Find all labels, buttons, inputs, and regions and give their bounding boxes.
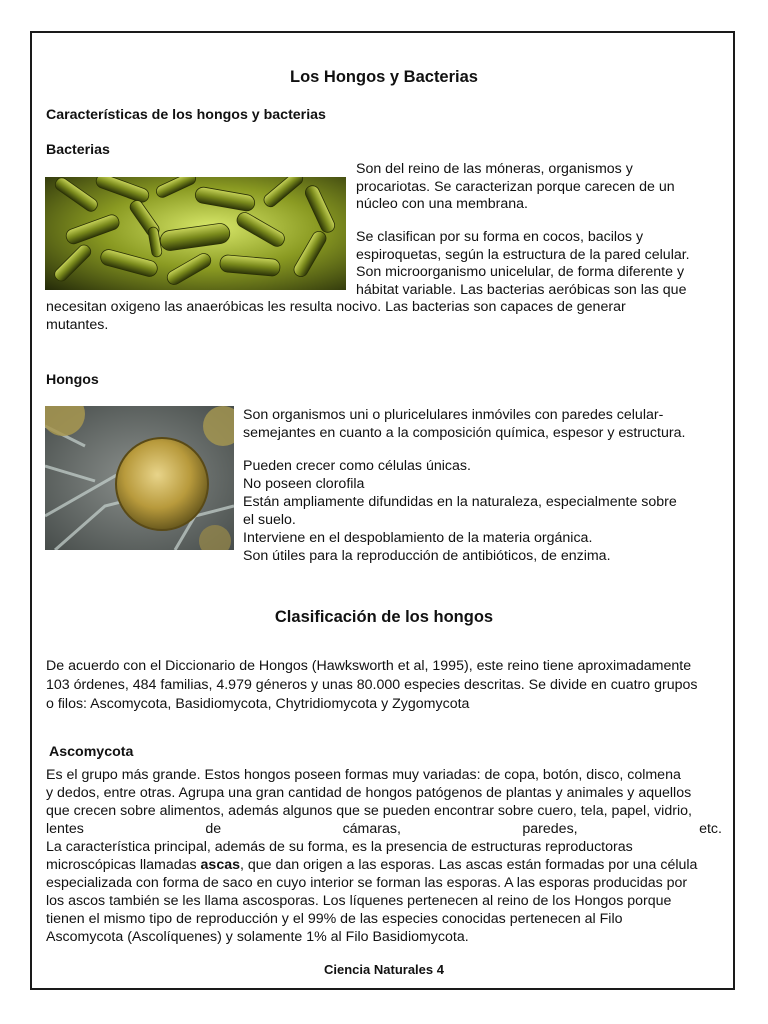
hongos-line-5: Están ampliamente difundidas en la naturaleza, especialmente sobre bbox=[243, 494, 677, 510]
ascomycota-line-6 bbox=[46, 857, 697, 875]
bacterias-heading: Bacterias bbox=[46, 142, 110, 158]
clasificacion-line-1: De acuerdo con el Diccionario de Hongos (Hawksworth et al, 1995), este reino tiene aproximadamente bbox=[46, 658, 692, 674]
ascomycota-line-9: tienen el mismo tipo de reproducción y el 99% de las especies conocidas pertenecen al Filo bbox=[46, 911, 623, 927]
bacterias-line-6: Son microorganismo unicelular, de forma diferente y bbox=[356, 264, 685, 280]
bacterias-line-5: espiroquetas, según la estructura de la pared celular. bbox=[356, 246, 690, 263]
bacterias-line-7: hábitat variable. Las bacterias aeróbicas son las que bbox=[356, 281, 687, 298]
hongos-line-4: No poseen clorofila bbox=[243, 476, 365, 492]
ascomycota-heading: Ascomycota bbox=[49, 744, 134, 760]
ascomycota-line-3: que crecen sobre alimentos, además algunos que se pueden encontrar sobre cuero, tela, papel, vidrio, bbox=[46, 803, 692, 819]
hongos-line-6: el suelo. bbox=[243, 512, 296, 528]
ascomycota-line-7: especializada con forma de saco en cuyo interior se forman las esporas. A las esporas producidas por bbox=[46, 875, 688, 891]
ascomycota-line-4 bbox=[46, 821, 722, 839]
ascomycota-line-2: y dedos, entre otras. Agrupa una gran cantidad de hongos patógenos de plantas y animales y aquellos bbox=[46, 785, 692, 801]
hongos-line-2: semejantes en cuanto a la composición química, espesor y estructura. bbox=[243, 425, 686, 441]
subtitle: Características de los hongos y bacterias bbox=[46, 107, 326, 123]
word-lentes: lentes bbox=[46, 821, 84, 837]
clasificacion-line-3: o filos: Ascomycota, Basidiomycota, Chytridiomycota y Zygomycota bbox=[46, 696, 470, 712]
hongos-line-1: Son organismos uni o pluricelulares inmóviles con paredes celular- bbox=[243, 407, 664, 423]
word-de: de bbox=[205, 821, 222, 837]
bacteria-photo bbox=[45, 177, 346, 290]
fungus-photo bbox=[45, 406, 234, 550]
line6-post: , que dan origen a las esporas. Las ascas están formadas por una célula bbox=[240, 857, 698, 873]
hongos-line-8: Son útiles para la reproducción de antibióticos, de enzima. bbox=[243, 548, 611, 564]
word-paredes: paredes, bbox=[522, 821, 578, 837]
word-camaras: cámaras, bbox=[342, 821, 401, 837]
clasificacion-heading: Clasificación de los hongos bbox=[274, 608, 494, 626]
ascomycota-line-5: La característica principal, además de su forma, es la presencia de estructuras reproductoras bbox=[46, 839, 633, 855]
bacterias-line-2: procariotas. Se caracterizan porque carecen de un bbox=[356, 178, 675, 195]
word-etc: etc. bbox=[699, 821, 722, 837]
ascomycota-line-1: Es el grupo más grande. Estos hongos poseen formas muy variadas: de copa, botón, disco, colmena bbox=[46, 767, 681, 783]
line6-pre: microscópicas llamadas bbox=[46, 857, 201, 873]
ascas-bold: ascas bbox=[200, 857, 240, 873]
bacterias-line-4: Se clasifican por su forma en cocos, bacilos y bbox=[356, 229, 644, 245]
hongos-line-7: Interviene en el despoblamiento de la materia orgánica. bbox=[243, 530, 593, 546]
page-title: Los Hongos y Bacterias bbox=[290, 68, 478, 86]
clasificacion-line-2: 103 órdenes, 484 familias, 4.979 géneros y unas 80.000 especies descritas. Se divide en cuatro grupos bbox=[46, 677, 698, 693]
bacterias-line-8: necesitan oxigeno las anaeróbicas les resulta nocivo. Las bacterias son capaces de generar bbox=[46, 299, 626, 315]
footer-text: Ciencia Naturales 4 bbox=[324, 962, 444, 977]
bacterias-line-1: Son del reino de las móneras, organismos y bbox=[356, 161, 633, 177]
bacterias-line-9: mutantes. bbox=[46, 316, 109, 333]
ascomycota-line-10: Ascomycota (Ascolíquenes) y solamente 1% al Filo Basidiomycota. bbox=[46, 929, 469, 945]
hongos-heading: Hongos bbox=[46, 372, 99, 388]
ascomycota-line-8: los ascos también se les llama ascosporas. Los líquenes pertenecen al reino de los Hongos porque bbox=[46, 893, 672, 909]
bacterias-line-3: núcleo con una membrana. bbox=[356, 196, 528, 212]
hongos-line-3: Pueden crecer como células únicas. bbox=[243, 458, 471, 474]
